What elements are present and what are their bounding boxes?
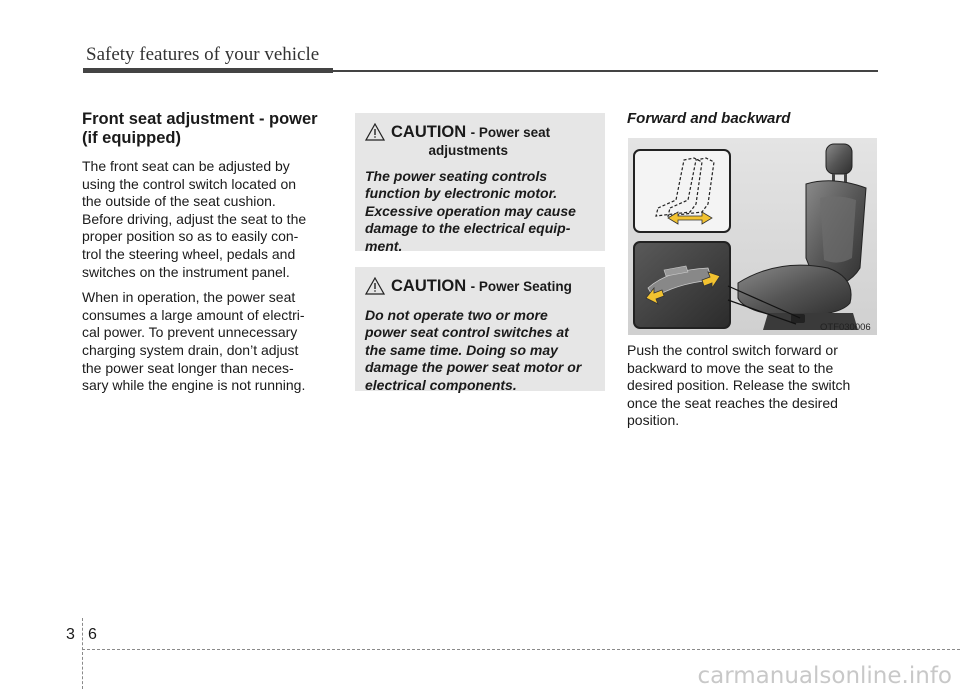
paragraph-2: When in operation, the power seat consumes a large amount of electri- cal power. To prevent unnecessary charging system drain, don’t adjust the power seat longer than neces- sary while the engine is not running. xyxy=(82,289,306,394)
caution-word: CAUTION xyxy=(391,123,467,141)
footer-vertical-rule xyxy=(82,618,84,689)
forward-backward-title: Forward and backward xyxy=(627,110,791,127)
section-heading: Front seat adjustment - power (if equipped) xyxy=(82,110,318,147)
chapter-number: 3 xyxy=(66,626,75,643)
caution-box-seating xyxy=(355,267,605,391)
page-number: 6 xyxy=(88,626,97,643)
warning-triangle-icon xyxy=(365,123,385,141)
caution-subtitle: - Power seat adjustments xyxy=(428,125,551,158)
caution-word: CAUTION xyxy=(391,277,467,295)
warning-triangle-icon xyxy=(365,277,385,295)
caution-box-adjustments xyxy=(355,113,605,254)
caution-subtitle: - Power Seating xyxy=(470,279,572,294)
page-header-title: Safety features of your vehicle xyxy=(86,44,320,65)
caution-header xyxy=(365,277,597,299)
figure-code: OTF030006 xyxy=(820,322,871,333)
caution-body: Do not operate two or more power seat control switches at the same time. Doing so may damage the power seat motor or electrical components. xyxy=(365,307,582,393)
forward-backward-text: Push the control switch forward or backward to move the seat to the desired position. Release the switch once the seat reaches the desired position. xyxy=(627,342,851,429)
header-rule-thin xyxy=(333,70,878,72)
header-rule-thick xyxy=(83,68,333,73)
footer-horizontal-rule xyxy=(82,649,960,650)
seat-illustration xyxy=(628,138,877,335)
inset-seat-diagram xyxy=(634,150,730,232)
section-front-seat xyxy=(82,110,337,403)
caution-body: The power seating controls function by electronic motor. Excessive operation may cause damage to the electrical equip- ment. xyxy=(365,168,576,254)
caution-header xyxy=(365,123,597,160)
paragraph-1: The front seat can be adjusted by using the control switch located on the outside of the seat cushion. Before driving, adjust the seat to the proper position so as to easily con- trol the steering wheel, pedals and switches on the instrument panel. xyxy=(82,158,307,280)
watermark: carmanualsonline.info xyxy=(697,663,952,689)
